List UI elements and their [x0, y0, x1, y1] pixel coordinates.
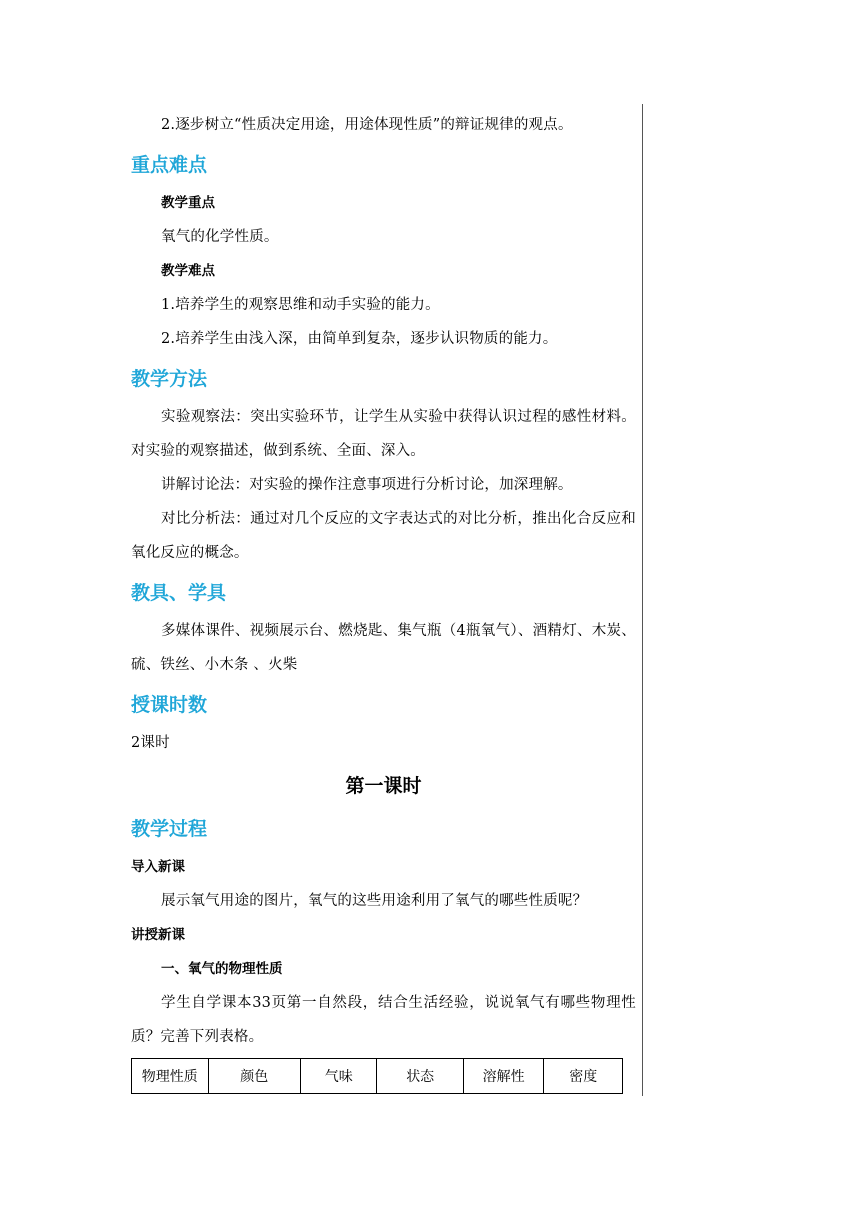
document-body — [131, 108, 636, 1094]
intro-new-lesson-text: 展示氧气用途的图片，氧气的这些用途利用了氧气的哪些性质呢？ — [161, 893, 588, 909]
method-item: 实验观察法：突出实验环节，让学生从实验中获得认识过程的感性材料。对实验的观察描述，做到系统、全面、深入。 — [131, 409, 636, 459]
difficulty-item: 2.培养学生由浅入深，由简单到复杂，逐步认识物质的能力。 — [161, 331, 558, 347]
methods-heading: 教学方法 — [131, 368, 208, 390]
tools-heading: 教具、学具 — [131, 582, 227, 604]
intro-goal-text: 2.逐步树立“性质决定用途，用途体现性质”的辩证规律的观点。 — [161, 117, 573, 133]
table-cell: 状态 — [377, 1059, 463, 1094]
table-cell: 气味 — [300, 1059, 377, 1094]
intro-new-lesson-label: 导入新课 — [131, 859, 185, 875]
page-margin-line — [642, 104, 643, 1096]
hours-heading: 授课时数 — [131, 694, 208, 716]
teaching-focus-text: 氧气的化学性质。 — [161, 229, 279, 245]
process-heading: 教学过程 — [131, 818, 208, 840]
teach-new-lesson-label: 讲授新课 — [131, 927, 185, 943]
lesson-title: 第一课时 — [345, 775, 422, 797]
table-row — [132, 1059, 623, 1094]
method-item: 讲解讨论法：对实验的操作注意事项进行分析讨论，加深理解。 — [161, 477, 573, 493]
table-cell: 物理性质 — [132, 1059, 209, 1094]
physical-properties-label: 一、氧气的物理性质 — [161, 961, 283, 977]
teaching-difficulty-label: 教学难点 — [161, 263, 215, 279]
table-cell: 溶解性 — [463, 1059, 544, 1094]
key-points-heading: 重点难点 — [131, 154, 208, 176]
teaching-focus-label: 教学重点 — [161, 195, 215, 211]
table-cell: 颜色 — [208, 1059, 300, 1094]
tools-text: 多媒体课件、视频展示台、燃烧匙、集气瓶（4瓶氧气）、酒精灯、木炭、硫、铁丝、小木条 、火柴 — [131, 623, 636, 673]
physical-properties-text: 学生自学课本33页第一自然段，结合生活经验，说说氧气有哪些物理性质？完善下列表格。 — [131, 995, 636, 1045]
physical-properties-table — [131, 1058, 623, 1094]
method-item: 对比分析法：通过对几个反应的文字表达式的对比分析，推出化合反应和氧化反应的概念。 — [131, 511, 636, 561]
difficulty-item: 1.培养学生的观察思维和动手实验的能力。 — [161, 297, 440, 313]
hours-text: 2课时 — [131, 735, 170, 751]
table-cell: 密度 — [544, 1059, 623, 1094]
